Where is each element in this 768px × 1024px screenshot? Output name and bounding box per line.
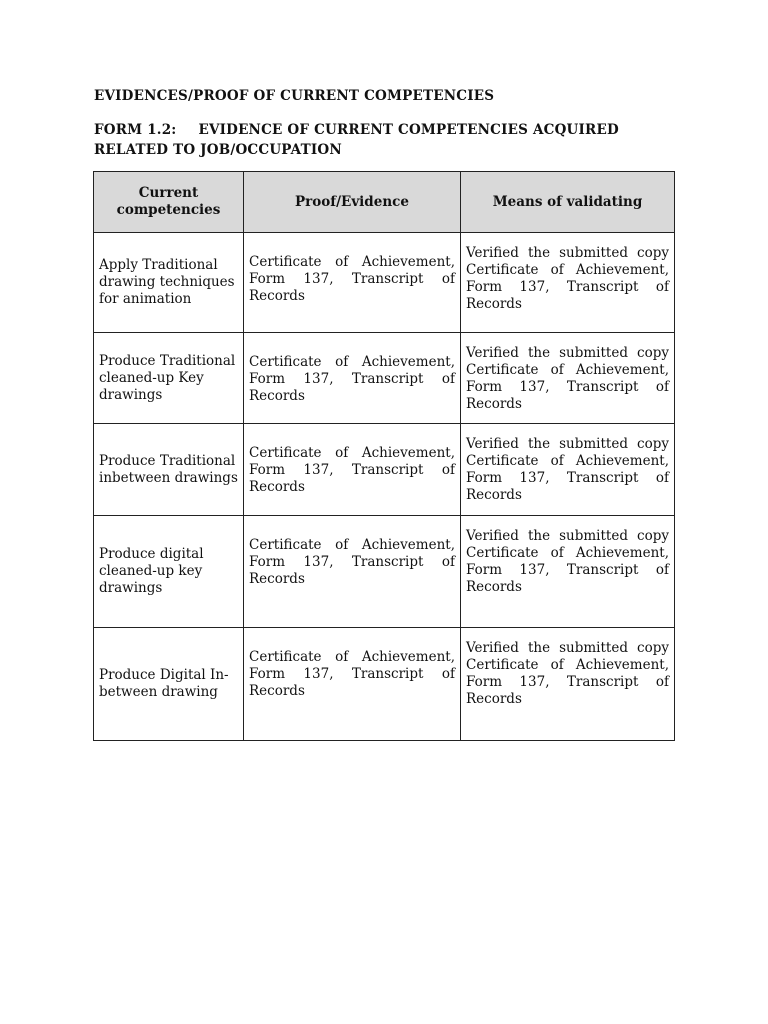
proof-cell: Certificate of Achievement, Form 137, Transcript of Records — [244, 516, 461, 628]
document-title: EVIDENCES/PROOF OF CURRENT COMPETENCIES — [94, 88, 495, 104]
proof-cell: Certificate of Achievement, Form 137, Transcript of Records — [244, 628, 461, 741]
table-row — [94, 233, 675, 333]
form-title: EVIDENCE OF CURRENT COMPETENCIES ACQUIRED RELATED TO JOB/OCCUPATION — [94, 122, 619, 158]
header-current-competencies: Current competencies — [94, 172, 244, 233]
table-row — [94, 333, 675, 424]
means-cell: Verified the submitted copy Certificate of Achievement, Form 137, Transcript of Records — [461, 233, 675, 333]
table-row — [94, 516, 675, 628]
competency-cell: Apply Traditional drawing techniques for animation — [94, 233, 244, 333]
means-cell: Verified the submitted copy Certificate of Achievement, Form 137, Transcript of Records — [461, 516, 675, 628]
proof-cell: Certificate of Achievement, Form 137, Transcript of Records — [244, 233, 461, 333]
means-cell: Verified the submitted copy Certificate of Achievement, Form 137, Transcript of Records — [461, 628, 675, 741]
table-row — [94, 628, 675, 741]
proof-cell: Certificate of Achievement, Form 137, Transcript of Records — [244, 424, 461, 516]
header-means-of-validating: Means of validating — [461, 172, 675, 233]
competencies-table — [93, 171, 675, 741]
competency-cell: Produce digital cleaned-up key drawings — [94, 516, 244, 628]
means-cell: Verified the submitted copy Certificate of Achievement, Form 137, Transcript of Records — [461, 333, 675, 424]
proof-cell: Certificate of Achievement, Form 137, Transcript of Records — [244, 333, 461, 424]
header-proof-evidence: Proof/Evidence — [244, 172, 461, 233]
means-cell: Verified the submitted copy Certificate of Achievement, Form 137, Transcript of Records — [461, 424, 675, 516]
table-row — [94, 424, 675, 516]
competency-cell: Produce Digital In-between drawing — [94, 628, 244, 741]
table-header-row — [94, 172, 675, 233]
competency-cell: Produce Traditional cleaned-up Key drawings — [94, 333, 244, 424]
competency-cell: Produce Traditional inbetween drawings — [94, 424, 244, 516]
form-label: FORM 1.2: — [94, 122, 177, 138]
form-heading — [94, 120, 674, 160]
